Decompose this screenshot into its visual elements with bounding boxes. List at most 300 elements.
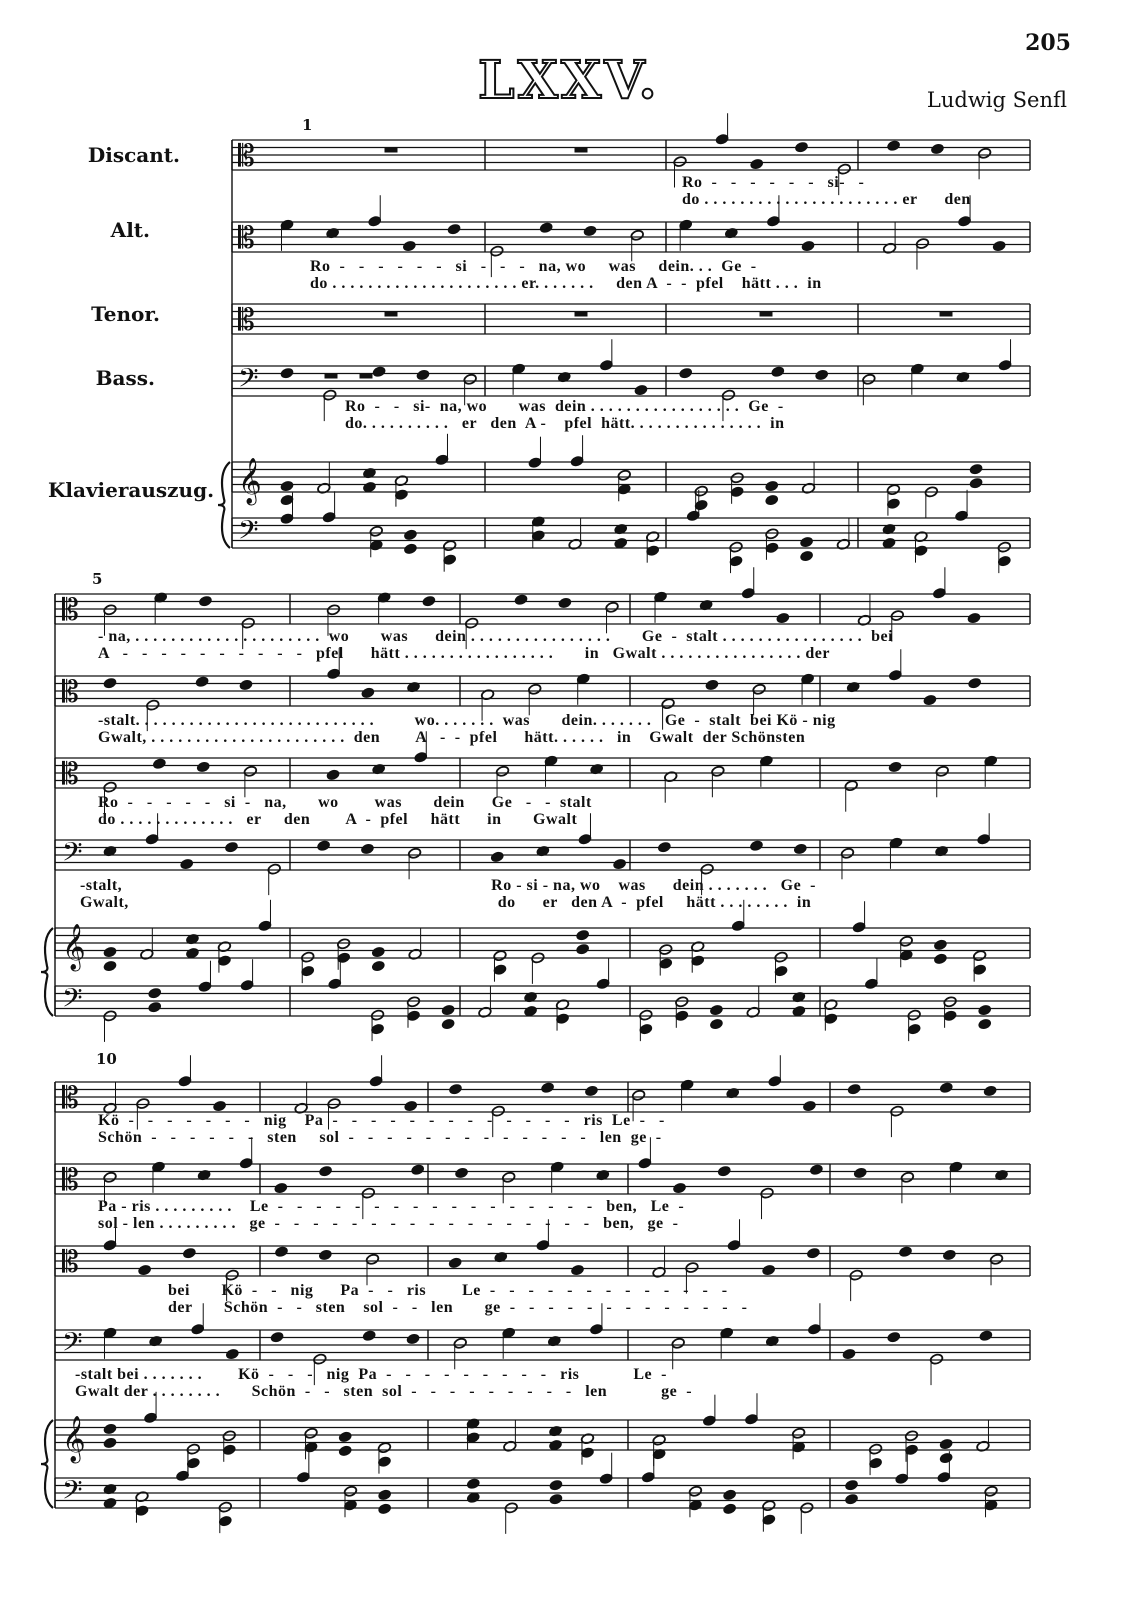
note-head (793, 843, 807, 855)
note-head (939, 1452, 953, 1464)
note-head (361, 687, 375, 699)
note-head (673, 156, 687, 168)
note-head (930, 143, 944, 155)
note-head (750, 158, 764, 170)
voice-label-alt: Alt. (110, 218, 150, 242)
note-head (495, 765, 509, 777)
note-head (907, 1023, 921, 1035)
note-head (337, 938, 351, 950)
note-head (222, 1444, 236, 1456)
lyric-alt-s1-line2: do . . . . . . . . . . . . . . . . . . . . . er. . . . . . . den A - - pfel hätt . . . in (310, 275, 822, 292)
note-head (270, 1331, 284, 1343)
note-head (806, 1247, 820, 1259)
note-head (239, 679, 253, 691)
lyric-tenor-s3-line1: bei Kö - - nig Pa - - ris Le - - - - - - - - - - - - - (168, 1282, 728, 1299)
note-head (639, 1023, 653, 1035)
note-head (638, 1157, 652, 1169)
note-head (404, 1100, 418, 1112)
note-head (844, 780, 858, 792)
note-head (685, 1262, 699, 1274)
note-head (443, 554, 457, 566)
note-head (844, 1493, 858, 1505)
note-head (377, 1456, 391, 1468)
note-head (136, 1098, 150, 1110)
note-head (448, 1083, 462, 1095)
note-head (523, 1005, 537, 1017)
composer-name: Ludwig Senfl (926, 88, 1067, 112)
note-head (148, 987, 162, 999)
note-head (762, 1514, 776, 1526)
whole-rest-icon (575, 312, 587, 316)
note-head (730, 486, 744, 498)
note-head (711, 765, 725, 777)
note-head (760, 1187, 774, 1199)
lyric-discant-s3-line2: Schön - - - - - - sten sol - - - - - - - - - - - - - len ge - (98, 1129, 662, 1146)
note-head (997, 555, 1011, 567)
note-head (882, 537, 896, 549)
note-head (887, 1331, 901, 1343)
whole-rest-icon (385, 148, 397, 152)
note-head (762, 1500, 776, 1512)
note-head (730, 472, 744, 484)
note-head (904, 1430, 918, 1442)
note-head (453, 1337, 467, 1349)
c-clef-icon: 𝄡 (62, 1163, 79, 1198)
note-head (844, 1479, 858, 1491)
note-head (103, 1171, 117, 1183)
c-clef-icon: 𝄡 (238, 139, 255, 174)
note-head (580, 1447, 594, 1459)
note-head (992, 240, 1006, 252)
note-head (313, 1353, 327, 1365)
note-head (338, 1445, 352, 1457)
note-head (679, 367, 693, 379)
note-head (824, 1013, 838, 1025)
note-head (776, 612, 790, 624)
lyric-discant-s1-line2: do . . . . . . . . . . . . . . . . . . . . . . er den (682, 191, 971, 208)
note-head (406, 1333, 420, 1345)
note-head (731, 920, 745, 932)
note-head (414, 751, 428, 763)
note-head (304, 1427, 318, 1439)
note-head (809, 1164, 823, 1176)
note-head (659, 958, 673, 970)
measure-number-5: 5 (92, 570, 103, 588)
note-head (800, 536, 814, 548)
note-head (886, 498, 900, 510)
bass-clef-icon: 𝄢 (238, 514, 259, 552)
note-head (443, 540, 457, 552)
lyric-discant-s2-line1: - na, . . . . . . . . . . . . . . . . . . . . . wo was dein . . . . . . . . . . . . . . . . Ge - stalt . . . . . . . . . . . . . . . . bei (98, 628, 894, 645)
note-head (691, 955, 705, 967)
note-head (765, 528, 779, 540)
note-head (514, 594, 528, 606)
note-head (103, 960, 117, 972)
note-head (998, 359, 1012, 371)
note-head (146, 699, 160, 711)
note-head (864, 978, 878, 990)
note-head (652, 1434, 666, 1446)
note-head (502, 1171, 516, 1183)
note-head (849, 1269, 863, 1281)
note-head (578, 833, 592, 845)
note-head (435, 454, 449, 466)
note-head (422, 595, 436, 607)
note-head (343, 1485, 357, 1497)
piano-brace (41, 928, 53, 1016)
note-head (327, 1098, 341, 1110)
note-head (792, 1005, 806, 1017)
note-head (639, 1009, 653, 1021)
note-head (596, 978, 610, 990)
note-head (752, 683, 766, 695)
note-head (675, 996, 689, 1008)
note-head (372, 366, 386, 378)
note-head (447, 223, 461, 235)
note-head (589, 1323, 603, 1335)
note-head (243, 765, 257, 777)
note-head (570, 455, 584, 467)
note-head (613, 858, 627, 870)
note-head (853, 1167, 867, 1179)
c-clef-icon: 𝄡 (62, 675, 79, 710)
note-head (943, 1010, 957, 1022)
note-head (932, 587, 946, 599)
note-head (103, 946, 117, 958)
note-head (528, 683, 542, 695)
note-head (191, 1323, 205, 1335)
note-head (218, 1501, 232, 1513)
c-clef-icon: 𝄡 (238, 303, 255, 338)
whole-rest-icon (760, 312, 772, 316)
note-head (989, 1253, 1003, 1265)
note-head (280, 367, 294, 379)
note-head (899, 935, 913, 947)
note-head (939, 1082, 953, 1094)
note-head (646, 545, 660, 557)
note-head (369, 525, 383, 537)
lyric-alt-s3-line1: Pa - ris . . . . . . . . . Le - - - - - - - - - - - - - - - - - ben, Le - (98, 1198, 685, 1215)
note-head (370, 1023, 384, 1035)
whole-rest-icon (385, 312, 397, 316)
note-head (973, 950, 987, 962)
note-head (634, 384, 648, 396)
note-head (939, 1438, 953, 1450)
c-clef-icon: 𝄡 (62, 757, 79, 792)
note-head (630, 229, 644, 241)
note-head (213, 1100, 227, 1112)
note-head (274, 1246, 288, 1258)
note-head (967, 612, 981, 624)
note-head (406, 1010, 420, 1022)
note-head (762, 1264, 776, 1276)
note-head (360, 843, 374, 855)
bass-clef-icon: 𝄢 (62, 982, 83, 1020)
note-head (973, 964, 987, 976)
note-head (185, 947, 199, 959)
note-head (943, 996, 957, 1008)
note-head (337, 952, 351, 964)
c-clef-icon: 𝄡 (62, 593, 79, 628)
note-head (978, 147, 992, 159)
measure-number-1: 1 (302, 116, 313, 134)
note-head (888, 669, 902, 681)
whole-rest-icon (360, 374, 372, 378)
note-head (402, 240, 416, 252)
note-head (408, 847, 422, 859)
note-head (371, 960, 385, 972)
note-head (180, 858, 194, 870)
note-head (148, 1001, 162, 1013)
note-head (493, 964, 507, 976)
note-head (900, 1171, 914, 1183)
note-head (614, 537, 628, 549)
note-head (322, 511, 336, 523)
note-head (528, 457, 542, 469)
note-head (852, 921, 866, 933)
note-head (570, 1264, 584, 1276)
measure-number-10: 10 (96, 1050, 117, 1068)
note-head (463, 373, 477, 385)
c-clef-icon: 𝄡 (62, 1245, 79, 1280)
note-head (702, 1415, 716, 1427)
note-head (280, 494, 294, 506)
note-head (103, 1239, 117, 1251)
note-head (365, 1253, 379, 1265)
note-head (403, 529, 417, 541)
note-head (977, 833, 991, 845)
note-head (225, 1269, 239, 1281)
note-head (195, 676, 209, 688)
note-head (218, 1515, 232, 1527)
note-head (632, 1089, 646, 1101)
note-head (886, 484, 900, 496)
note-head (890, 610, 904, 622)
note-head (549, 1479, 563, 1491)
lyric-alt-s1-line1: Ro - - - - - - si - - - na, wo was dein. . . Ge - (310, 258, 757, 275)
whole-rest-icon (940, 312, 952, 316)
voice-label-tenor: Tenor. (91, 302, 160, 326)
note-head (490, 851, 504, 863)
note-head (862, 373, 876, 385)
note-head (182, 1247, 196, 1259)
note-head (318, 1165, 332, 1177)
note-head (454, 1167, 468, 1179)
note-head (792, 1427, 806, 1439)
c-clef-icon: 𝄡 (62, 1081, 79, 1116)
note-head (933, 953, 947, 965)
note-head (394, 489, 408, 501)
note-head (466, 1478, 480, 1490)
note-head (267, 863, 281, 875)
lyric-alt-s2-line2: Gwalt, . . . . . . . . . . . . . . . . . . . . . . den A - - pfel hätt. . . . . . in Gwalt der Schönsten (98, 729, 806, 746)
note-head (937, 1471, 951, 1483)
lyric-bass-s1-line1: Ro - - si- na, wo was dein . . . . . . . . . . . . . . . . . Ge - (345, 398, 784, 415)
note-head (493, 950, 507, 962)
note-head (907, 1009, 921, 1021)
note-head (717, 1165, 731, 1177)
note-head (929, 1353, 943, 1365)
note-head (369, 1075, 383, 1087)
note-head (898, 1246, 912, 1258)
lyric-bass-s3-line1: -stalt bei . . . . . . . Kö - - - nig Pa - - - - - - - - - ris Le - (75, 1366, 667, 1383)
note-head (178, 1075, 192, 1087)
whole-rest-icon (325, 374, 337, 378)
note-head (709, 1018, 723, 1030)
note-head (794, 141, 808, 153)
note-head (969, 477, 983, 489)
note-head (915, 238, 929, 250)
whole-rest-icon (575, 148, 587, 152)
bass-clef-icon: 𝄢 (238, 362, 259, 400)
note-head (869, 1457, 883, 1469)
note-head (441, 1018, 455, 1030)
note-head (145, 833, 159, 845)
note-head (541, 1082, 555, 1094)
note-head (671, 1337, 685, 1349)
note-head (274, 1182, 288, 1194)
lyric-discant-s3-line1: Kö - - - - - - - nig Pa - - - - - - - - - - - - - ris Le - - (98, 1112, 665, 1129)
note-head (301, 951, 315, 963)
note-head (225, 1348, 239, 1360)
note-head (774, 965, 788, 977)
lyric-bass-s3-line2: Gwalt der . . . . . . . . Schön - - sten sol - - - - - - - - - len ge - (75, 1383, 693, 1400)
note-head (923, 694, 937, 706)
piano-brace (41, 1420, 53, 1508)
note-head (978, 1004, 992, 1016)
note-head (983, 1085, 997, 1097)
note-head (368, 215, 382, 227)
note-head (555, 1013, 569, 1025)
note-head (296, 1471, 310, 1483)
note-head (801, 240, 815, 252)
note-head (378, 1489, 392, 1501)
note-head (997, 541, 1011, 553)
note-head (914, 545, 928, 557)
bass-clef-icon: 𝄢 (62, 836, 83, 874)
note-head (933, 939, 947, 951)
note-head (103, 1497, 117, 1509)
note-head (222, 1430, 236, 1442)
note-head (729, 555, 743, 567)
note-head (198, 981, 212, 993)
lyric-tenor-s3-line2: der Schön - - sten sol - - len ge - - - - - - - - - - - - - (168, 1299, 748, 1316)
note-head (771, 366, 785, 378)
note-head (441, 1004, 455, 1016)
note-head (815, 369, 829, 381)
note-head (765, 480, 779, 492)
note-head (411, 1164, 425, 1176)
note-head (599, 1473, 613, 1485)
treble-clef-icon: 𝄞 (62, 1416, 86, 1462)
voice-label-discant: Discant. (87, 143, 180, 167)
note-head (978, 1018, 992, 1030)
note-head (694, 485, 708, 497)
note-head (969, 463, 983, 475)
note-head (103, 677, 117, 689)
note-head (617, 469, 631, 481)
note-head (138, 1264, 152, 1276)
note-head (539, 222, 553, 234)
note-head (954, 510, 968, 522)
note-head (416, 369, 430, 381)
note-head (657, 841, 671, 853)
lyric-bass-s2-line2: Gwalt, do er den A - pfel hätt . . . . . . . . in (80, 894, 812, 911)
note-head (768, 1075, 782, 1087)
note-head (672, 1182, 686, 1194)
note-head (280, 513, 294, 525)
lyric-tenor-s2-line2: do . . . . . . . . . . . . . er den A - pfel hätt in Gwalt (98, 811, 578, 828)
note-head (700, 863, 714, 875)
note-head (688, 1485, 702, 1497)
c-clef-icon: 𝄡 (238, 221, 255, 256)
note-head (280, 480, 294, 492)
note-head (198, 595, 212, 607)
note-head (675, 1010, 689, 1022)
note-head (727, 1239, 741, 1251)
note-head (327, 668, 341, 680)
note-head (842, 1348, 856, 1360)
note-head (362, 481, 376, 493)
note-head (800, 550, 814, 562)
note-head (869, 1443, 883, 1455)
note-head (103, 604, 117, 616)
note-head (558, 597, 572, 609)
lyric-bass-s1-line2: do. . . . . . . . . . er den A - pfel hätt. . . . . . . . . . . . . . . in (345, 415, 785, 432)
note-head (765, 494, 779, 506)
note-head (968, 677, 982, 689)
voice-label-bass: Bass. (95, 366, 155, 390)
piano-reduction-label: Klavierauszug. (48, 478, 215, 502)
note-head (957, 215, 971, 227)
note-head (659, 944, 673, 956)
note-head (887, 140, 901, 152)
note-head (135, 1505, 149, 1517)
note-head (686, 510, 700, 522)
treble-clef-icon: 𝄞 (62, 924, 86, 970)
note-head (406, 996, 420, 1008)
lyric-bass-s2-line1: -stalt, Ro - si - na, wo was dein . . . . . . . Ge - (80, 877, 816, 894)
note-head (766, 215, 780, 227)
note-head (548, 1439, 562, 1451)
note-head (890, 1105, 904, 1117)
note-head (377, 1442, 391, 1454)
note-head (705, 679, 719, 691)
note-head (531, 530, 545, 542)
note-head (103, 1437, 117, 1449)
note-head (196, 761, 210, 773)
lyric-alt-s3-line2: sol - len . . . . . . . . . ge - - - - - - - - - - - - - - - - - ben, ge - (98, 1215, 679, 1232)
note-head (152, 758, 166, 770)
note-head (239, 1157, 253, 1169)
note-head (326, 604, 340, 616)
note-head (576, 943, 590, 955)
note-head (217, 955, 231, 967)
note-head (103, 781, 117, 793)
note-head (802, 1100, 816, 1112)
note-head (584, 1085, 598, 1097)
note-head (323, 389, 337, 401)
note-head (338, 1431, 352, 1443)
note-head (258, 920, 272, 932)
note-head (576, 929, 590, 941)
treble-clef-icon: 𝄞 (238, 458, 262, 504)
note-head (661, 698, 675, 710)
note-head (490, 245, 504, 257)
note-head (371, 946, 385, 958)
bass-clef-icon: 𝄢 (62, 1474, 83, 1512)
note-head (895, 1473, 909, 1485)
